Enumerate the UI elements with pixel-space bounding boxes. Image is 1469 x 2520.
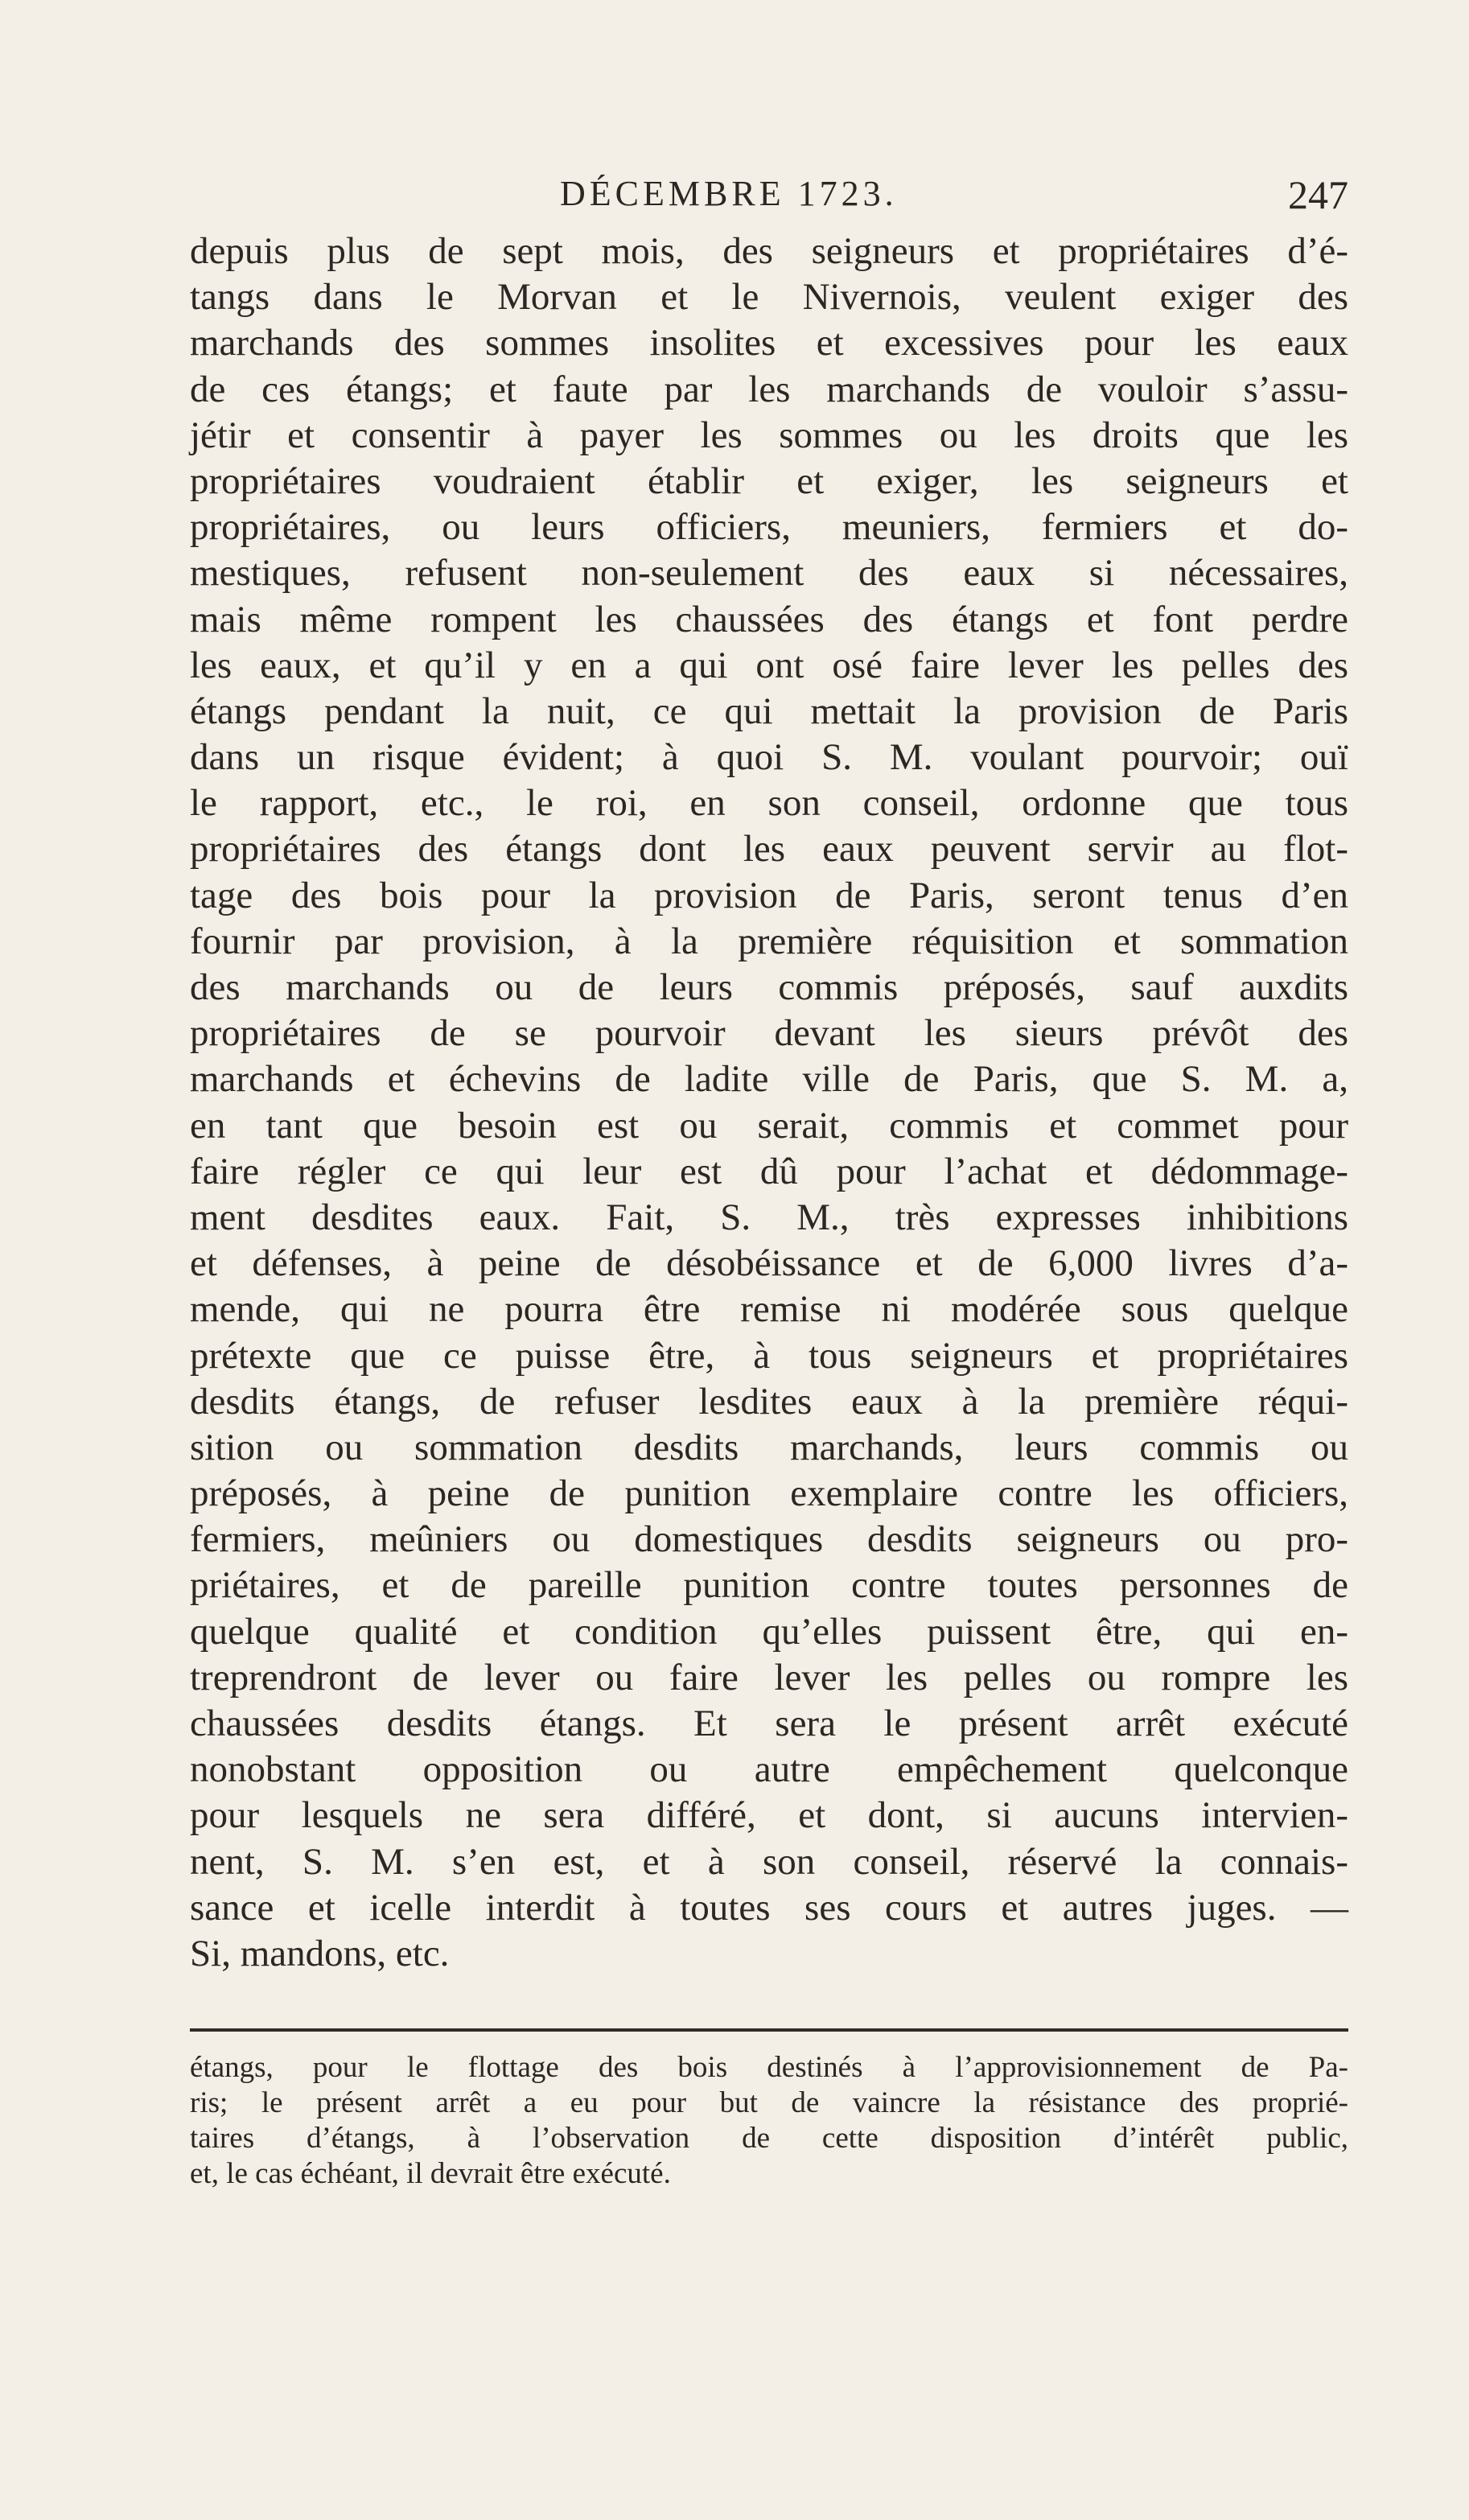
text-line: treprendront de lever ou faire lever les pelles ou rompre les bbox=[190, 1656, 1348, 1699]
text-line: en tant que besoin est ou serait, commis et commet pour bbox=[190, 1104, 1348, 1147]
text-line: propriétaires de se pourvoir devant les sieurs prévôt des bbox=[190, 1012, 1348, 1055]
text-line: jétir et consentir à payer les sommes ou les droits que les bbox=[190, 414, 1348, 456]
text-line: propriétaires, ou leurs officiers, meuniers, fermiers et do- bbox=[190, 506, 1348, 549]
text-line: les eaux, et qu’il y en a qui ont osé faire lever les pelles des bbox=[190, 644, 1348, 686]
text-line: ment desdites eaux. Fait, S. M., très expresses inhibitions bbox=[190, 1196, 1348, 1238]
page-number: 247 bbox=[1288, 172, 1348, 217]
text-line: mende, qui ne pourra être remise ni modérée sous quelque bbox=[190, 1288, 1348, 1331]
text-line: sition ou sommation desdits marchands, leurs commis ou bbox=[190, 1426, 1348, 1468]
footnote-block bbox=[190, 2050, 1348, 2192]
text-line: faire régler ce qui leur est dû pour l’achat et dédommage- bbox=[190, 1150, 1348, 1192]
text-line: mestiques, refusent non-seulement des eaux si nécessaires, bbox=[190, 552, 1348, 595]
text-line: chaussées desdits étangs. Et sera le présent arrêt exécuté bbox=[190, 1703, 1348, 1744]
text-line: nent, S. M. s’en est, et à son conseil, réservé la connais- bbox=[190, 1840, 1348, 1883]
footnote-line: étangs, pour le flottage des bois destinés à l’approvisionnement de Pa- bbox=[190, 2051, 1348, 2084]
footnote-line: taires d’étangs, à l’observation de cette disposition d’intérêt public, bbox=[190, 2122, 1348, 2155]
text-line: et défenses, à peine de désobéissance et de 6,000 livres d’a- bbox=[190, 1242, 1348, 1285]
text-line: sance et icelle interdit à toutes ses cours et autres juges. — bbox=[190, 1886, 1348, 1929]
text-line: priétaires, et de pareille punition contre toutes personnes de bbox=[190, 1564, 1348, 1607]
footnote-line-final: et, le cas échéant, il devrait être exécuté. bbox=[190, 2157, 671, 2190]
text-line: de ces étangs; et faute par les marchands de vouloir s’assu- bbox=[190, 368, 1348, 410]
text-line: quelque qualité et condition qu’elles puissent être, qui en- bbox=[190, 1610, 1348, 1653]
text-line: desdits étangs, de refuser lesdites eaux à la première réqui- bbox=[190, 1380, 1348, 1423]
text-line: étangs pendant la nuit, ce qui mettait la provision de Paris bbox=[190, 690, 1348, 732]
text-line: propriétaires des étangs dont les eaux peuvent servir au flot- bbox=[190, 828, 1348, 871]
text-line: tangs dans le Morvan et le Nivernois, veulent exiger des bbox=[190, 276, 1348, 319]
main-text-block bbox=[190, 229, 1348, 1977]
text-line: fermiers, meûniers ou domestiques desdits seigneurs ou pro- bbox=[190, 1518, 1348, 1561]
page-header bbox=[190, 173, 1348, 221]
text-line: prétexte que ce puisse être, à tous seigneurs et propriétaires bbox=[190, 1334, 1348, 1377]
text-line: pour lesquels ne sera différé, et dont, si aucuns intervien- bbox=[190, 1794, 1348, 1837]
text-line: mais même rompent les chaussées des étangs et font perdre bbox=[190, 598, 1348, 640]
text-line: marchands des sommes insolites et excessives pour les eaux bbox=[190, 322, 1348, 364]
footnote-separator-rule bbox=[190, 2028, 1348, 2032]
footnote-line: ris; le présent arrêt a eu pour but de vaincre la résistance des proprié- bbox=[190, 2086, 1348, 2119]
text-line-final: Si, mandons, etc. bbox=[190, 1932, 450, 1974]
text-line: propriétaires voudraient établir et exiger, les seigneurs et bbox=[190, 459, 1348, 502]
text-line: dans un risque évident; à quoi S. M. voulant pourvoir; ouï bbox=[190, 736, 1348, 779]
text-line: tage des bois pour la provision de Paris, seront tenus d’en bbox=[190, 874, 1348, 916]
text-line: nonobstant opposition ou autre empêchement quelconque bbox=[190, 1748, 1348, 1791]
text-line: des marchands ou de leurs commis préposés, sauf auxdits bbox=[190, 966, 1348, 1008]
text-line: préposés, à peine de punition exemplaire contre les officiers, bbox=[190, 1472, 1348, 1515]
text-line: le rapport, etc., le roi, en son conseil, ordonne que tous bbox=[190, 782, 1348, 825]
text-line: marchands et échevins de ladite ville de Paris, que S. M. a, bbox=[190, 1058, 1348, 1101]
text-line: depuis plus de sept mois, des seigneurs et propriétaires d’é- bbox=[190, 230, 1348, 272]
text-line: fournir par provision, à la première réquisition et sommation bbox=[190, 920, 1348, 962]
running-title: DÉCEMBRE 1723. bbox=[560, 174, 898, 213]
